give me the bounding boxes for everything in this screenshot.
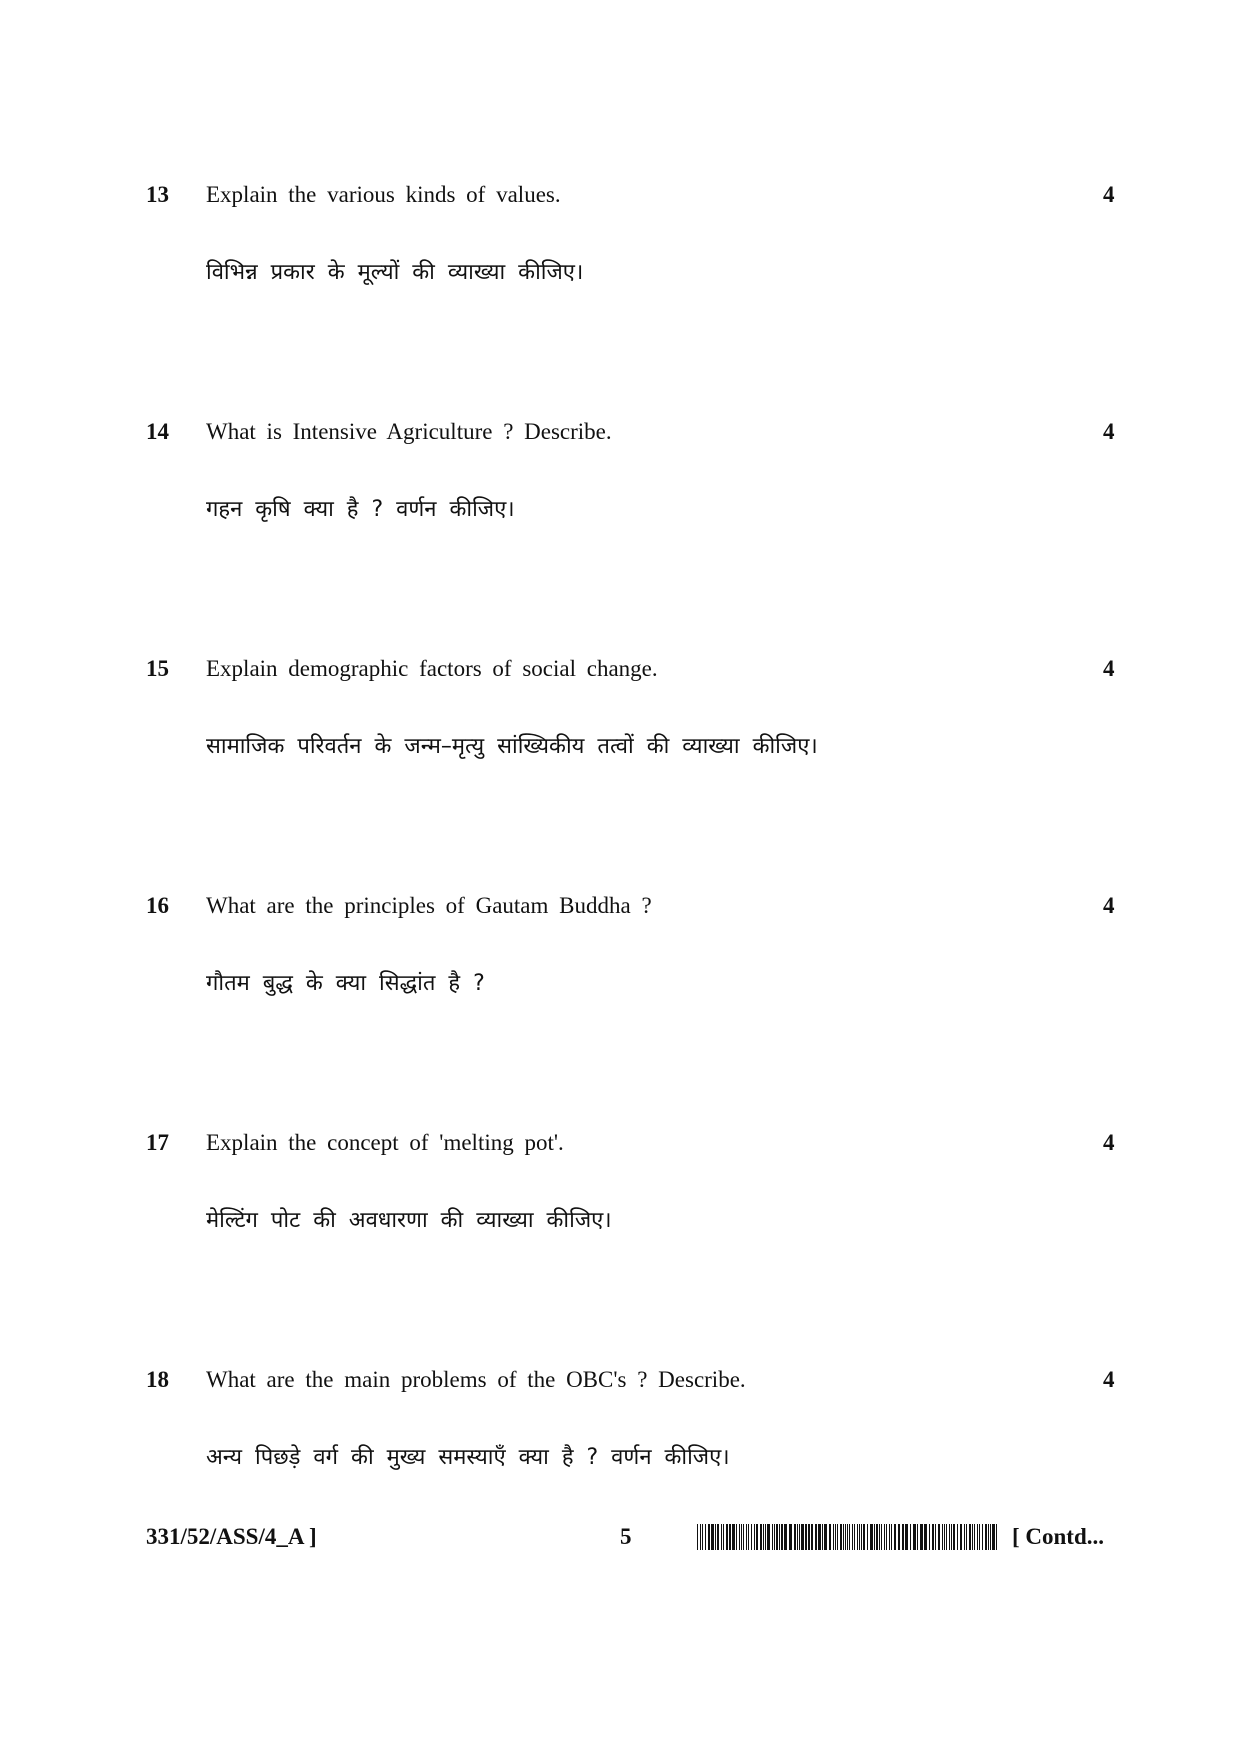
question-number: 13 <box>146 182 169 207</box>
question-number: 15 <box>146 656 169 681</box>
question-text-english: What are the principles of Gautam Buddha ? <box>206 893 652 918</box>
question-text-english: Explain demographic factors of social change. <box>206 656 658 681</box>
question-text-hindi: मेल्टिंग पोट की अवधारणा की व्याख्या कीजिए। <box>206 1208 612 1233</box>
question-text-english: Explain the concept of 'melting pot'. <box>206 1130 564 1155</box>
question-text-hindi: गौतम बुद्ध के क्या सिद्धांत है ? <box>206 971 485 996</box>
question-number: 14 <box>146 419 169 444</box>
barcode <box>697 1524 1000 1550</box>
question-marks: 4 <box>1103 1367 1115 1392</box>
paper-code: 331/52/ASS/4_A ] <box>146 1524 317 1549</box>
question-text-english: Explain the various kinds of values. <box>206 182 561 207</box>
question-number: 17 <box>146 1130 169 1155</box>
question-text-hindi: विभिन्न प्रकार के मूल्यों की व्याख्या कीजिए। <box>206 260 584 285</box>
question-marks: 4 <box>1103 1130 1115 1155</box>
question-number: 18 <box>146 1367 169 1392</box>
page-number: 5 <box>620 1524 632 1549</box>
question-marks: 4 <box>1103 182 1115 207</box>
question-marks: 4 <box>1103 656 1115 681</box>
question-number: 16 <box>146 893 169 918</box>
question-text-english: What is Intensive Agriculture ? Describe. <box>206 419 612 444</box>
page-footer <box>0 1522 1241 1556</box>
continued-label: [ Contd... <box>1012 1524 1105 1549</box>
question-text-hindi: सामाजिक परिवर्तन के जन्म–मृत्यु सांख्यिकीय तत्वों की व्याख्या कीजिए। <box>206 734 818 759</box>
question-text-hindi: अन्य पिछड़े वर्ग की मुख्य समस्याएँ क्या है ? वर्णन कीजिए। <box>206 1445 730 1470</box>
question-text-hindi: गहन कृषि क्या है ? वर्णन कीजिए। <box>206 497 515 522</box>
question-marks: 4 <box>1103 893 1115 918</box>
question-text-english: What are the main problems of the OBC's ? Describe. <box>206 1367 746 1392</box>
question-marks: 4 <box>1103 419 1115 444</box>
